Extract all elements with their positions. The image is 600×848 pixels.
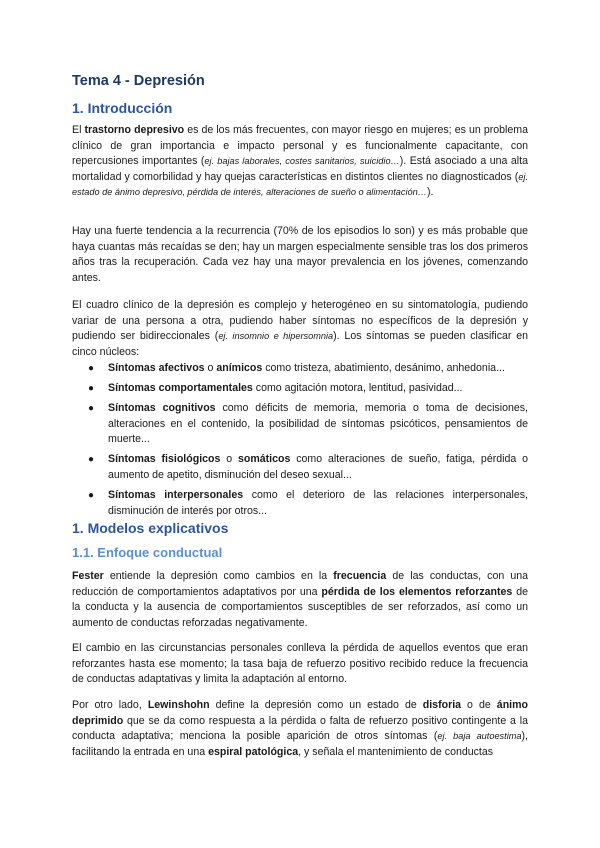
bullet-icon: ● xyxy=(88,490,95,502)
list-item: ● Síntomas comportamentales como agitación motora, lentitud, pasividad... xyxy=(72,381,528,397)
paragraph-intro-3: El cuadro clínico de la depresión es complejo y heterogéneo en su sintomatología, pudiendo variar de una persona a otra, pudiendo haber síntomas no específicos de la depresión y pudiendo ser bidireccionales (ej. insomnio e hipersomnia). Los síntomas se pueden clasificar en cinco núcleos: xyxy=(72,299,528,358)
symptom-list xyxy=(72,361,528,524)
section-heading-introduccion: 1. Introducción xyxy=(72,100,173,116)
bullet-icon: ● xyxy=(88,383,95,395)
paragraph-fester: Fester entiende la depresión como cambios en la frecuencia de las conductas, con una reducción de comportamientos adaptativos por una pérdida de los elementos reforzantes de la conducta y la ausencia de comportamientos susceptibles de ser reforzados, así como un aumento de conductas reforzadas negativamente. xyxy=(72,570,528,629)
list-item: ● Síntomas afectivos o anímicos como tristeza, abatimiento, desánimo, anhedonia... xyxy=(72,361,528,377)
bullet-icon: ● xyxy=(88,363,95,374)
paragraph-intro-2: Hay una fuerte tendencia a la recurrencia (70% de los episodios lo son) y es más probable que haya cuantas más recaídas se den; hay un margen especialmente sensible tras los dos primeros años tras la recuperación. Cada vez hay una mayor prevalencia en los jóvenes, comenzando antes. xyxy=(72,225,528,284)
paragraph-lewinshohn: Por otro lado, Lewinshohn define la depresión como un estado de disforia o de ánimo deprimido que se da como respuesta a la pérdida o falta de refuerzo positivo contingente a la conducta adaptativa; menciona la posible aparición de otros síntomas (ej. baja autoestima), facilitando la entrada en una espiral patológica, y señala el mantenimiento de conductas xyxy=(72,699,528,758)
paragraph-intro-1: El trastorno depresivo es de los más frecuentes, con mayor riesgo en mujeres; es un problema clínico de gran importancia e impacto personal y es funcionalmente capacitante, con repercusiones importantes (ej. bajas laborales, costes sanitarios, suicidio…). Está asociado a una alta mortalidad y comorbilidad y hay quejas características en distintos clientes no diagnosticados (ej. estado de ánimo depresivo, pérdida de interés, alteraciones de sueño o alimentación…). xyxy=(72,124,528,199)
bullet-icon: ● xyxy=(88,454,95,466)
document-title: Tema 4 - Depresión xyxy=(72,73,205,89)
paragraph-cambio: El cambio en las circunstancias personales conlleva la pérdida de aquellos eventos que eran reforzantes hasta ese momento; la tasa baja de refuerzo positivo recibido reduce la frecuencia de conductas adaptativas y limita la adaptación al entorno. xyxy=(72,642,528,686)
bullet-icon: ● xyxy=(88,403,95,415)
list-item: ● Síntomas fisiológicos o somáticos como alteraciones de sueño, fatiga, pérdida o aumento de apetito, disminución del deseo sexual... xyxy=(88,453,529,482)
section-heading-modelos: 1. Modelos explicativos xyxy=(72,520,229,536)
list-item: ● Síntomas cognitivos como déficits de memoria, memoria o toma de decisiones, alteraciones en el contenido, la posibilidad de síntomas psicóticos, pensamientos de muerte... xyxy=(88,402,528,446)
subsection-heading-conductual: 1.1. Enfoque conductual xyxy=(72,545,223,560)
list-item: ● Síntomas interpersonales como el deterioro de las relaciones interpersonales, disminución de interés por otros... xyxy=(88,489,528,517)
